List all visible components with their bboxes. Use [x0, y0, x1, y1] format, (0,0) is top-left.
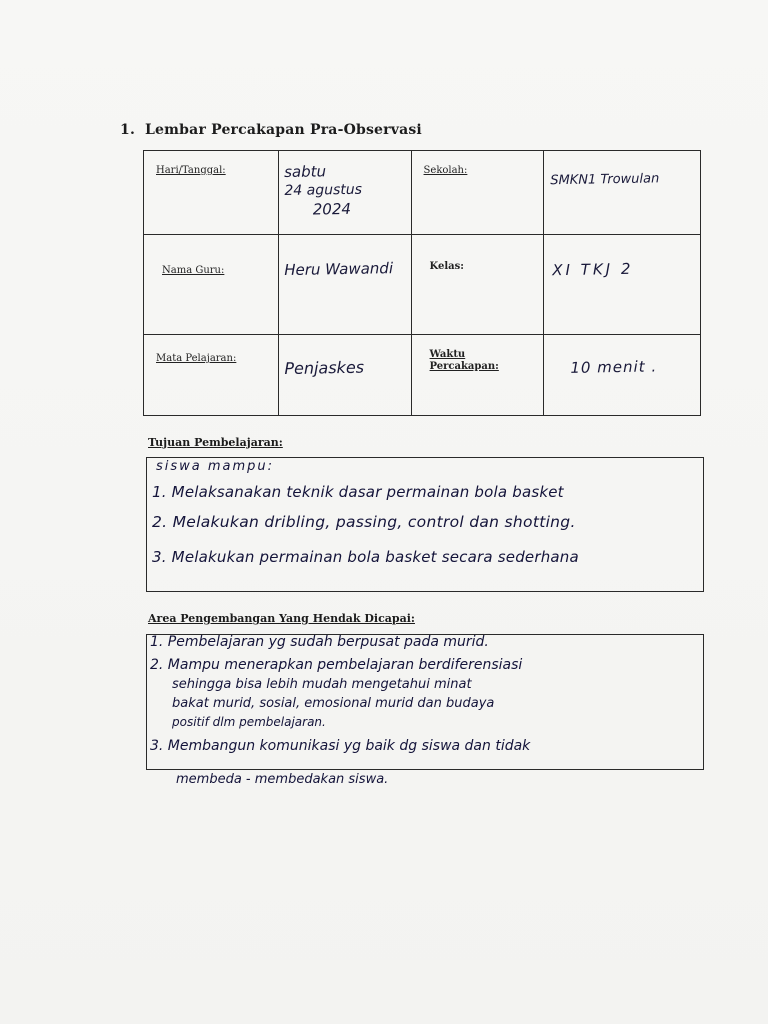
area-line-1: 1. Pembelajaran yg sudah berpusat pada murid.: [150, 634, 489, 650]
sekolah-value: SMKN1 Trowulan: [543, 149, 701, 236]
kelas-value: XI TKJ 2: [543, 233, 701, 336]
waktu-label-2: Percakapan:: [429, 361, 499, 372]
page-heading: [120, 122, 422, 138]
hari-date: 24 agustus: [284, 180, 363, 199]
waktu-label-1: Waktu: [429, 349, 466, 360]
area-line-3: sehingga bisa lebih mudah mengetahui minat: [172, 677, 472, 692]
hari-day: sabtu: [284, 161, 327, 181]
tujuan-item-1: 1. Melaksanakan teknik dasar permainan bola basket: [152, 483, 564, 501]
heading-number: 1.: [120, 122, 136, 138]
area-line-5: positif dlm pembelajaran.: [172, 715, 326, 729]
tujuan-item-2: 2. Melakukan dribling, passing, control dan shotting.: [152, 513, 576, 531]
mapel-value: Penjaskes: [278, 333, 412, 416]
info-table: [143, 150, 701, 416]
area-line-6: 3. Membangun komunikasi yg baik dg siswa dan tidak: [150, 738, 531, 754]
hari-value: [278, 149, 412, 235]
kelas-label: Kelas:: [411, 235, 544, 335]
tujuan-title: Tujuan Pembelajaran:: [148, 436, 283, 449]
area-title: Area Pengembangan Yang Hendak Dicapai:: [148, 612, 415, 625]
tujuan-item-3: 3. Melakukan permainan bola basket secara sederhana: [152, 548, 579, 566]
sekolah-label-cell: [411, 151, 544, 235]
heading-title: Lembar Percakapan Pra-Observasi: [145, 122, 422, 138]
waktu-label: [411, 335, 544, 416]
hari-label: Hari/Tanggal:: [144, 151, 279, 235]
mapel-label: Mata Pelajaran:: [144, 335, 279, 416]
area-line-7: membeda - membedakan siswa.: [176, 772, 389, 787]
guru-label: Nama Guru:: [144, 235, 279, 335]
tujuan-intro: siswa mampu:: [156, 459, 275, 474]
area-line-4: bakat murid, sosial, emosional murid dan budaya: [172, 696, 495, 711]
hari-year: 2024: [312, 198, 352, 218]
waktu-value: 10 menit .: [543, 333, 701, 417]
sekolah-label: Sekolah:: [423, 165, 468, 176]
area-line-2: 2. Mampu menerapkan pembelajaran berdiferensiasi: [150, 657, 523, 673]
guru-value: Heru Wawandi: [277, 233, 412, 335]
